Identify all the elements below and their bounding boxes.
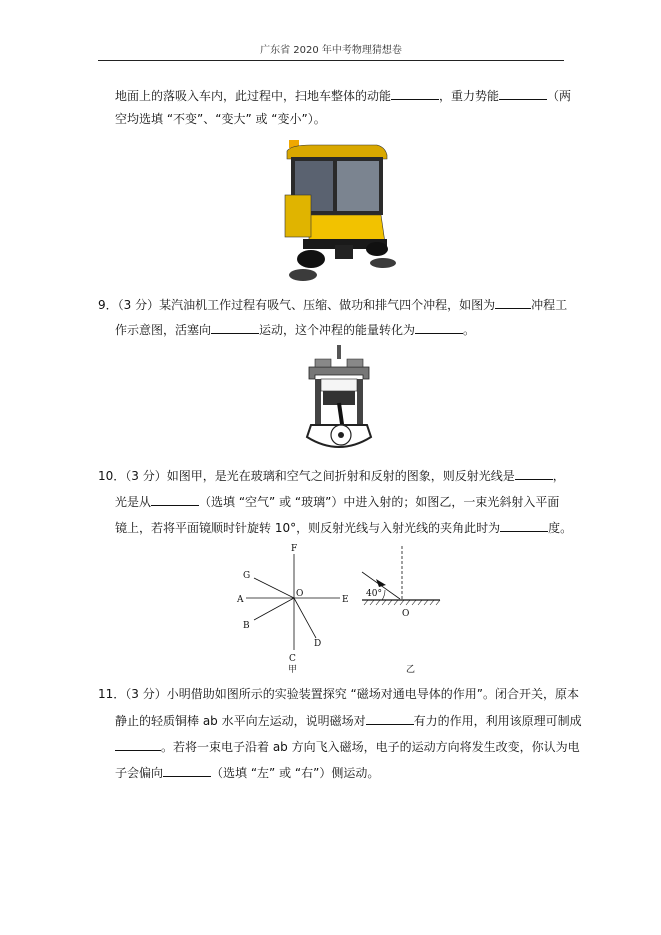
q10-blank-angle[interactable] bbox=[500, 519, 548, 532]
angle-arc bbox=[382, 590, 385, 600]
q11-line-4 bbox=[115, 764, 379, 781]
ray-GO bbox=[254, 578, 294, 598]
label-C: C bbox=[289, 654, 296, 664]
q10-line-1 bbox=[98, 467, 565, 484]
q8-text-c: （两 bbox=[547, 89, 572, 103]
label-A: A bbox=[237, 595, 244, 605]
q11-blank-force[interactable] bbox=[366, 712, 414, 725]
q9-text-b: 冲程工 bbox=[531, 298, 568, 312]
q10-text-d: （选填 “空气” 或 “玻璃”）中进入射的；如图乙，一束光斜射入平面 bbox=[199, 495, 560, 509]
q11-line-2 bbox=[115, 712, 582, 729]
q10-line-3 bbox=[115, 519, 572, 536]
incident-arrow-icon bbox=[376, 579, 386, 587]
label-G: G bbox=[243, 571, 251, 581]
ray-BO bbox=[254, 598, 294, 620]
q11-text-d: 子会偏向 bbox=[115, 766, 164, 780]
label-F: F bbox=[291, 544, 298, 554]
q11-text-a: 静止的轻质铜棒 ab 水平向左运动，说明磁场对 bbox=[115, 714, 366, 728]
q9-text-c: 作示意图，活塞向 bbox=[115, 323, 212, 337]
q10-text-f: 度。 bbox=[548, 521, 573, 535]
q10-text-b: ， bbox=[552, 469, 565, 483]
q11-blank-device[interactable] bbox=[115, 738, 161, 751]
q8-blank-potential[interactable] bbox=[499, 87, 547, 100]
q9-blank-stroke[interactable] bbox=[495, 296, 531, 309]
sweeper-vehicle-image bbox=[281, 139, 401, 285]
q8-blank-kinetic[interactable] bbox=[391, 87, 439, 100]
header-divider bbox=[98, 60, 564, 61]
q10-blank-reflected-ray[interactable] bbox=[515, 467, 553, 480]
q8-line-1 bbox=[115, 87, 571, 104]
mirror-hatching bbox=[364, 600, 440, 605]
q9-text-a: 9．（3 分）某汽油机工作过程有吸气、压缩、做功和排气四个冲程，如图为 bbox=[98, 298, 496, 312]
label-E: E bbox=[342, 595, 349, 605]
label-B: B bbox=[243, 621, 250, 631]
ray-OD bbox=[294, 598, 316, 638]
q9-line-2 bbox=[115, 321, 475, 338]
caption-yi: 乙 bbox=[406, 665, 416, 674]
label-D: D bbox=[314, 639, 322, 649]
engine-stroke-diagram bbox=[301, 345, 377, 455]
q11-text-c: 。若将一束电子沿着 ab 方向飞入磁场，电子的运动方向将发生改变，你认为电 bbox=[161, 740, 580, 754]
q8-text-b: ，重力势能 bbox=[439, 89, 500, 103]
figure-yi-mirror bbox=[356, 540, 446, 674]
q9-blank-energy[interactable] bbox=[415, 321, 463, 334]
q9-text-e: 。 bbox=[463, 323, 476, 337]
q11-text-b: 有力的作用，利用该原理可制成 bbox=[413, 714, 582, 728]
q9-blank-direction[interactable] bbox=[211, 321, 259, 334]
q9-text-d: 运动，这个冲程的能量转化为 bbox=[259, 323, 416, 337]
angle-label: 40° bbox=[366, 589, 382, 599]
q11-line-1: 11．（3 分）小明借助如图所示的实验装置探究 “磁场对通电导体的作用”。闭合开关，原本 bbox=[98, 687, 579, 701]
label-O: O bbox=[296, 589, 304, 599]
q8-text-a: 地面上的落吸入车内，此过程中，扫地车整体的动能 bbox=[115, 89, 392, 103]
page-header: 广东省 2020 年中考物理猜想卷 bbox=[260, 45, 402, 56]
q8-line-2: 空均选填 “不变”、“变大” 或 “变小”）。 bbox=[115, 112, 326, 126]
q10-line-2 bbox=[115, 493, 559, 510]
q11-line-3 bbox=[115, 738, 580, 755]
q11-text-e: （选填 “左” 或 “右”）侧运动。 bbox=[211, 766, 380, 780]
q9-line-1 bbox=[98, 296, 567, 313]
q10-text-e: 镜上，若将平面镜顺时针旋转 10°，则反射光线与入射光线的夹角此时为 bbox=[115, 521, 501, 535]
q10-text-a: 10．（3 分）如图甲，是光在玻璃和空气之间折射和反射的图象，则反射光线是 bbox=[98, 469, 515, 483]
q10-blank-medium[interactable] bbox=[151, 493, 199, 506]
figure-jia-light-rays bbox=[230, 540, 360, 674]
label-O-yi: O bbox=[402, 609, 410, 619]
q11-blank-side[interactable] bbox=[163, 764, 211, 777]
caption-jia: 甲 bbox=[288, 665, 298, 674]
q10-text-c: 光是从 bbox=[115, 495, 152, 509]
